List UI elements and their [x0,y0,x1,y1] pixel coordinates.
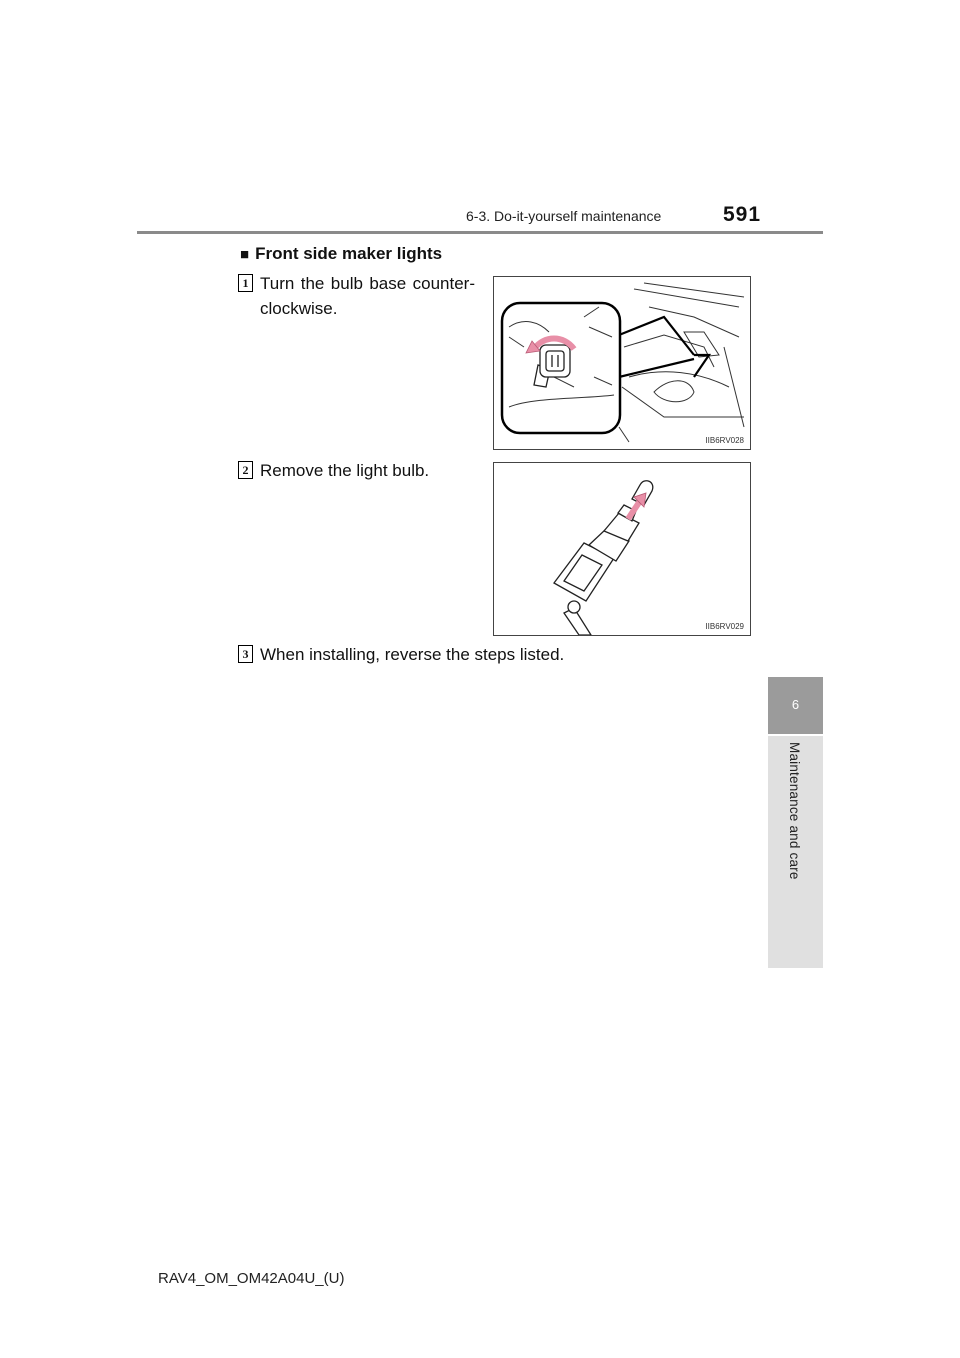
step-number-2: 2 [238,461,253,479]
page-number: 591 [723,203,762,226]
section-title: 6-3. Do-it-yourself maintenance [466,208,662,224]
subheading-title: Front side maker lights [255,244,443,263]
step-number-1: 1 [238,274,253,292]
square-bullet-icon: ■ [240,246,250,263]
step-text-3: When installing, reverse the steps listed. [260,645,565,664]
step-text-1: Turn the bulb base counter-clockwise. [260,274,475,318]
chapter-tab [768,677,823,734]
turn-bulb-illustration [494,277,750,449]
remove-bulb-illustration [494,463,750,635]
step-number-3: 3 [238,645,253,663]
figure-bulb-base [493,276,751,450]
chapter-number: 6 [791,697,800,712]
figure-code: IIB6RV029 [705,622,744,631]
header-rule [137,231,823,234]
subheading [240,244,442,264]
figure-code: IIB6RV028 [705,436,744,445]
figure-remove-bulb [493,462,751,636]
document-code: RAV4_OM_OM42A04U_(U) [158,1270,345,1287]
step-text-2: Remove the light bulb. [260,461,430,480]
chapter-title: Maintenance and care [787,742,802,880]
